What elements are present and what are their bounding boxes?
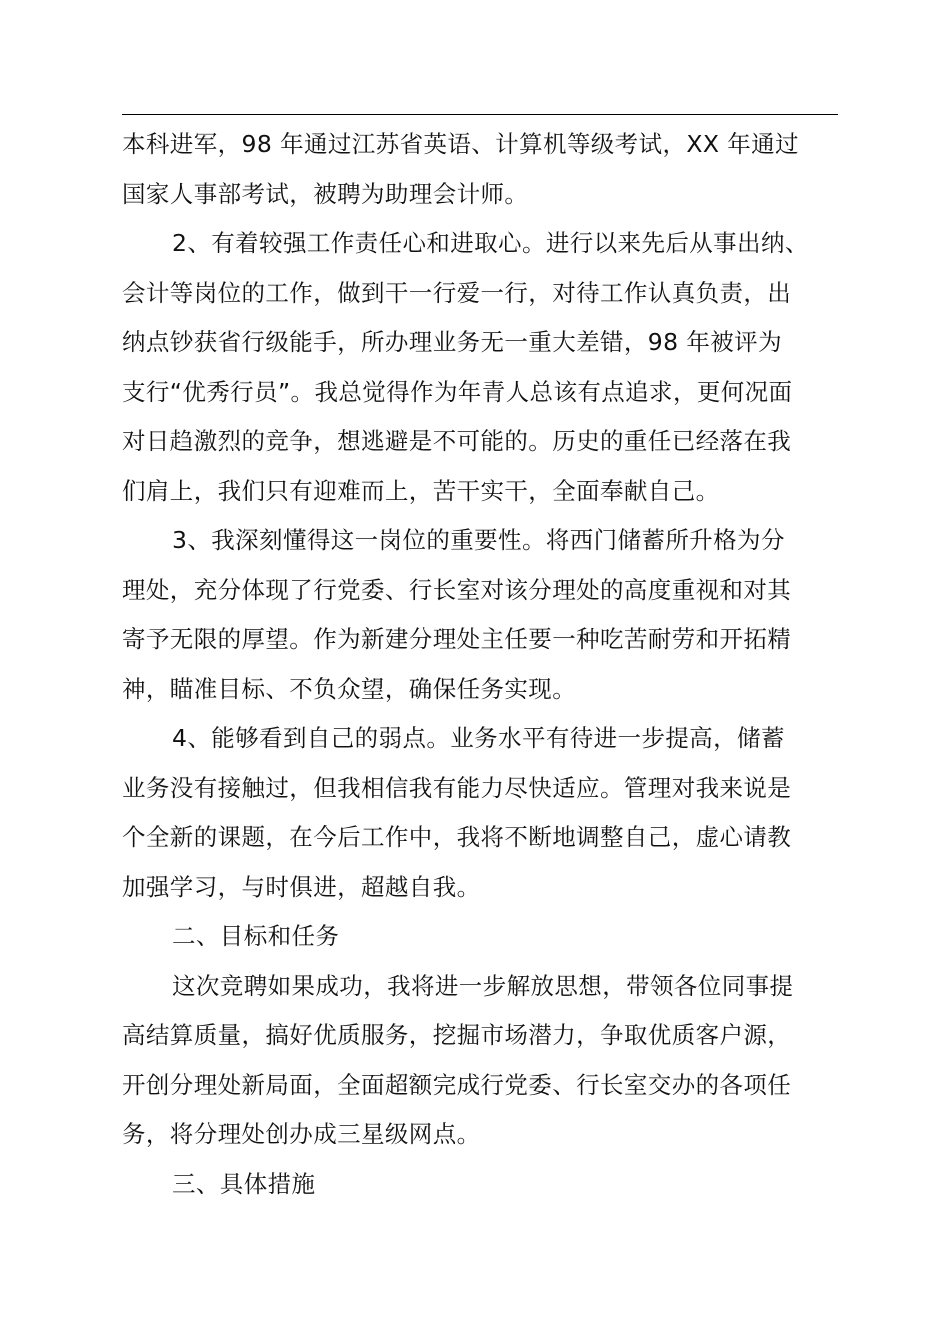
text-line: 二、目标和任务 bbox=[172, 922, 340, 950]
text-line: 神，瞄准目标、不负众望，确保任务实现。 bbox=[122, 674, 577, 703]
document-body bbox=[122, 120, 840, 1209]
text-line: 这次竞聘如果成功，我将进一步解放思想，带领各位同事提 bbox=[172, 971, 794, 1000]
header-rule bbox=[122, 114, 838, 115]
text-line: 3、我深刻懂得这一岗位的重要性。将西门储蓄所升格为分 bbox=[172, 526, 785, 554]
text-line: 会计等岗位的工作，做到干一行爱一行，对待工作认真负责，出 bbox=[122, 278, 792, 307]
text-line: 2、有着较强工作责任心和进取心。进行以来先后从事出纳、 bbox=[172, 229, 809, 257]
text-line: 高结算质量，搞好优质服务，挖掘市场潜力，争取优质客户源， bbox=[122, 1021, 792, 1049]
text-line: 理处，充分体现了行党委、行长室对该分理处的高度重视和对其 bbox=[122, 575, 792, 604]
text-line: 对日趋激烈的竞争，想逃避是不可能的。历史的重任已经落在我 bbox=[122, 427, 792, 455]
text-line: 务，将分理处创办成三星级网点。 bbox=[122, 1120, 481, 1148]
text-line: 本科进军，98 年通过江苏省英语、计算机等级考试，XX 年通过 bbox=[122, 130, 799, 158]
text-line: 个全新的课题，在今后工作中，我将不断地调整自己，虚心请教 bbox=[122, 823, 792, 851]
text-line: 4、能够看到自己的弱点。业务水平有待进一步提高，储蓄 bbox=[172, 724, 785, 752]
text-line: 三、具体措施 bbox=[172, 1169, 316, 1198]
text-line: 们肩上，我们只有迎难而上，苦干实干，全面奉献自己。 bbox=[122, 476, 720, 505]
text-line: 支行“优秀行员”。我总觉得作为年青人总该有点追求，更何况面 bbox=[122, 377, 793, 406]
text-line: 国家人事部考试，被聘为助理会计师。 bbox=[122, 179, 529, 208]
text-line: 开创分理处新局面，全面超额完成行党委、行长室交办的各项任 bbox=[122, 1070, 792, 1099]
text-line: 业务没有接触过，但我相信我有能力尽快适应。管理对我来说是 bbox=[122, 773, 792, 802]
text-line: 加强学习，与时俱进，超越自我。 bbox=[122, 872, 481, 901]
text-line: 寄予无限的厚望。作为新建分理处主任要一种吃苦耐劳和开拓精 bbox=[122, 625, 792, 653]
text-line: 纳点钞获省行级能手，所办理业务无一重大差错，98 年被评为 bbox=[122, 328, 782, 356]
